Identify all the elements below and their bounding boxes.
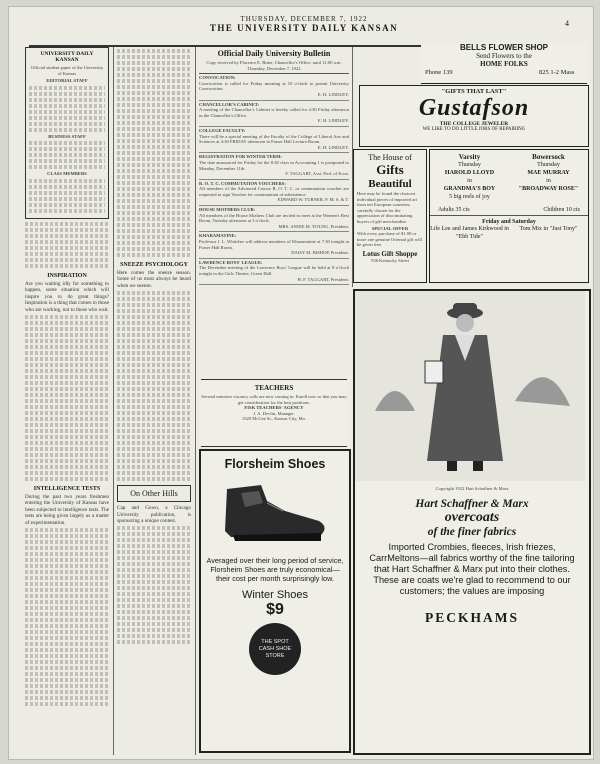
bowersock-feature: MAE MURRAY — [527, 170, 570, 176]
florsheim-price: $9 — [266, 601, 284, 618]
text-filler — [117, 526, 191, 644]
bulletin-item-signature: DAISY M. BISHOP, President. — [291, 250, 349, 256]
page-number: 4 — [565, 19, 569, 28]
staff-listing — [29, 86, 105, 132]
hart-body: Imported Crombies, fleeces, Irish friezes, CarrMeltons—all fabrics worthy of the fine tailoring that Hart Schaffner & Marx put into their clothes. These are coats we're glad to recommend to our customers; the values are imposing — [369, 541, 575, 597]
bells-title: BELLS FLOWER SHOP — [460, 43, 548, 52]
lotus-body: Here may be found the choicest individual pieces of imported art from ten European countries, carefully chosen for the appreciation of discriminating buyers of gift merchandise. — [357, 191, 417, 224]
gustafson-line1: THE COLLEGE JEWELER — [439, 121, 509, 127]
varsity-day: Thursday — [458, 162, 481, 168]
florsheim-copy: Averaged over their long period of service, Florsheim Shoes are truly economical—their cost per month surprisingly low. — [206, 556, 344, 583]
lotus-line2: Gifts — [376, 162, 404, 177]
bulletin-item-text: The date announced for Friday for the 8:30 class in Accounting 1 is postponed to Monday, December 11th. — [199, 159, 349, 171]
teachers-agency: FISK TEACHERS' AGENCY — [244, 405, 304, 411]
on-other-hills-title: On Other Hills — [130, 489, 178, 499]
bulletin-item-signature: F. TAGGART, Asst. Prof. of Econ. — [285, 171, 349, 177]
editorial-column-1 — [25, 47, 109, 752]
text-filler — [25, 315, 109, 481]
editorial-staff-head: EDITORIAL STAFF — [46, 78, 88, 84]
gustafson-ad — [359, 85, 589, 147]
lotus-gift-ad — [353, 149, 427, 283]
florsheim-ad — [199, 449, 351, 753]
hart-title2: overcoats — [444, 509, 500, 525]
business-staff-head: BUSINESS STAFF — [48, 133, 86, 139]
weekend-head: Friday and Saturday — [482, 219, 536, 225]
shoe-illustration — [201, 471, 345, 551]
adult-price: Adults 35 cts — [438, 207, 470, 213]
editorial-text: Here comes the sneeze season. Some of us must always be heard when we sneeze. — [117, 270, 191, 289]
varsity-feature: HAROLD LLOYD — [444, 170, 495, 176]
staff-title: UNIVERSITY DAILY KANSAN — [40, 51, 94, 63]
text-filler — [25, 528, 109, 706]
teachers-text: Second semester vacancy calls are now coming in. Enroll now so that you may get consideration for the best positions. — [201, 394, 347, 405]
varsity-in: in — [467, 178, 472, 184]
lotus-offer: With every purchase of $1.00 or more one genuine Oriental gift will be given free. — [357, 231, 422, 248]
column-rule — [195, 47, 196, 755]
hart-title3: of the finer fabrics — [427, 525, 517, 538]
text-filler — [117, 291, 191, 481]
children-price: Children 10 cts — [543, 207, 580, 213]
bowersock-head: Bowersock — [532, 153, 565, 161]
editorial-text: Cap and Gown, a Chicago University publication, is sponsoring a unique contest. — [117, 505, 191, 525]
bulletin-item-signature: E. H. LINDLEY. — [317, 91, 349, 97]
bells-tagline: Send Flowers to the — [476, 52, 532, 60]
peckhams-name: PECKHAMS — [424, 609, 519, 625]
bulletin-item — [199, 232, 349, 258]
teachers-address: 1020 McGee St., Kansas City, Mo. — [241, 416, 307, 422]
bulletin-item-signature: E. H. LINDLEY. — [317, 118, 349, 124]
bells-address: 825 1-2 Mass — [539, 69, 575, 76]
spot-cash-stamp: THE SPOT CASH SHOE STORE — [249, 623, 301, 675]
bulletin-item-text: Convocation is called for Friday morning at 10 o'clock to permit University Convocation. — [199, 80, 349, 92]
hart-title1: Hart Schaffner & Marx — [415, 497, 529, 510]
bulletin-item — [199, 206, 349, 232]
bulletin-item-signature: H. F. TAGGART, President. — [297, 276, 349, 282]
masthead-title: THE UNIVERSITY DAILY KANSAN — [209, 23, 399, 33]
text-filler — [117, 49, 191, 257]
bowersock-day: Thursday — [537, 162, 560, 168]
bulletin-item-text: All members of the Advanced Course R. O. T. C. or commutation voucher are requested to sign Voucher for commutation of subsistence. — [199, 186, 349, 197]
bulletin-item-head: COLLEGE FACULTY: — [199, 127, 246, 133]
editorial-title: SNEEZE PSYCHOLOGY — [120, 262, 188, 268]
editorial-title: INTELLIGENCE TESTS — [33, 486, 101, 492]
bulletin-item-text: There will be a special meeting of the Faculty of the College of Liberal Arts and Sciences at 4:30 FRIDAY afternoon in Fraser Hall Lecture Room. — [199, 133, 349, 145]
class-listing — [29, 179, 105, 213]
bulletin-item — [199, 153, 349, 179]
bulletin-item-head: CHANCELLOR'S CABINET: — [199, 101, 260, 107]
bulletin-item-head: KHARAMATINE: — [199, 233, 237, 239]
florsheim-winter: Winter Shoes — [241, 589, 309, 601]
editorial-column-2 — [117, 47, 191, 752]
staff-subtitle: Official student paper of the University of Kansas — [30, 65, 104, 76]
varsity-listing — [430, 150, 509, 201]
lotus-offer-title: SPECIAL OFFER — [371, 225, 409, 231]
bulletin-item-signature: MRS. ANNIE M. YOUNG, President. — [278, 223, 349, 229]
bulletin-subtitle: Copy received by Florence E. Bitter, Chancellor's Office, until 11:00 a.m. — [206, 60, 342, 65]
staff-box — [25, 47, 109, 219]
bulletin-items — [199, 74, 349, 285]
bulletin-item-signature: EDWARD W. TURNER, P. M. S. & T. — [277, 197, 349, 203]
hart-schaffner-ad — [353, 289, 591, 755]
bulletin-item — [199, 127, 349, 153]
editorial-text: Are you waiting idly for something to happen, some situation which will inspire you to do great things? Inspiration is a thing that comes to those who are working, not to those who wait. — [25, 280, 109, 313]
varsity-sub: 5 big reels of joy — [449, 194, 490, 200]
bulletin-item — [199, 74, 349, 100]
bulletin-item-head: REGISTRATION FOR WINTER TERM: — [199, 154, 282, 160]
text-filler — [25, 222, 109, 268]
gustafson-logo: Gustafson — [418, 95, 530, 121]
bowersock-title: "BROADWAY ROSE" — [518, 186, 579, 192]
bulletin — [199, 47, 349, 367]
florsheim-title: Florsheim Shoes — [224, 457, 326, 471]
bells-phone: Phone 139 — [425, 69, 453, 76]
class-members-head: CLASS MEMBERS — [47, 171, 87, 177]
theatre-ad — [429, 149, 589, 283]
bulletin-item-head: R. O. T. C. COMMUTATION VOUCHERS: — [199, 180, 286, 186]
gustafson-line2: WE LIKE TO DO LITTLE JOBS OF REPAIRING — [422, 127, 526, 132]
masthead-date: THURSDAY, DECEMBER 7, 1922 — [240, 15, 368, 23]
gustafson-quote: "GIFTS THAT LAST" — [441, 88, 507, 95]
bulletin-item — [199, 180, 349, 206]
weekend-right: Tom Mix in "Just Tony" — [519, 226, 578, 232]
hart-caption: Copyright 1922 Hart Schaffner & Marx — [435, 486, 509, 491]
bulletin-item-text: The December meeting of the Lawrence Boys' League will be held at 8 o'clock tonight in the Girls Theater, Green Hall. — [199, 265, 349, 276]
bells-home-folks: HOME FOLKS — [480, 60, 528, 68]
business-listing — [29, 141, 105, 169]
editorial-text: During the past two years freshmen entering the University of Kansas have been subjected to intelligence tests. The tests are being given largely as a matter of experimentation. — [25, 494, 109, 526]
lotus-line3: Beautiful — [368, 178, 412, 190]
teachers-ad — [201, 379, 347, 447]
on-other-hills-box — [117, 485, 191, 502]
varsity-head: Varsity — [458, 153, 481, 161]
bulletin-item-signature: E. H. LINDLEY. — [317, 144, 349, 150]
bulletin-item-head: LAWRENCE BOYS' LEAGUE: — [199, 259, 263, 265]
varsity-title: GRANDMA'S BOY — [443, 186, 496, 192]
bulletin-date: Thursday, December 7, 1922 — [199, 66, 349, 75]
bulletin-item-text: A meeting of the Chancellor's Cabinet is hereby called for 4:30 Friday afternoon in the Chancellor's Office. — [199, 107, 349, 118]
bowersock-listing — [509, 150, 588, 201]
overcoat-illustration — [355, 291, 585, 481]
teachers-manager: J. A. Devlin, Manager. — [253, 410, 295, 416]
column-rule — [113, 47, 114, 755]
bells-flower-ad — [421, 43, 587, 84]
bulletin-item-head: CONVOCATION: — [199, 75, 236, 81]
bulletin-item-text: All members of the House Mothers Club are invited to meet at the Women's Rest Room, Tuesday afternoon at 3 o'clock. — [199, 212, 349, 224]
weekend-left: Life Lee and James Kirkwood in "Ebb Tide" — [430, 226, 509, 240]
bulletin-item-head: HOUSE MOTHERS CLUB: — [199, 207, 256, 213]
newspaper-page — [8, 6, 594, 760]
teachers-title: TEACHERS — [254, 384, 294, 392]
bulletin-item — [199, 101, 349, 127]
lotus-line1: The House of — [368, 153, 412, 162]
bulletin-title: Official Daily University Bulletin — [217, 49, 331, 58]
bulletin-item — [199, 259, 349, 285]
editorial-title: INSPIRATION — [47, 272, 87, 279]
lotus-address: 936 Kentucky Street — [371, 257, 409, 263]
bowersock-in: in — [546, 178, 551, 184]
bulletin-item-text: Professor J. L. Whitcher will address members of Kharamatine at 7:30 tonight in Fraser Hall Room. — [199, 239, 349, 250]
lotus-name: Lotus Gift Shoppe — [362, 249, 418, 258]
